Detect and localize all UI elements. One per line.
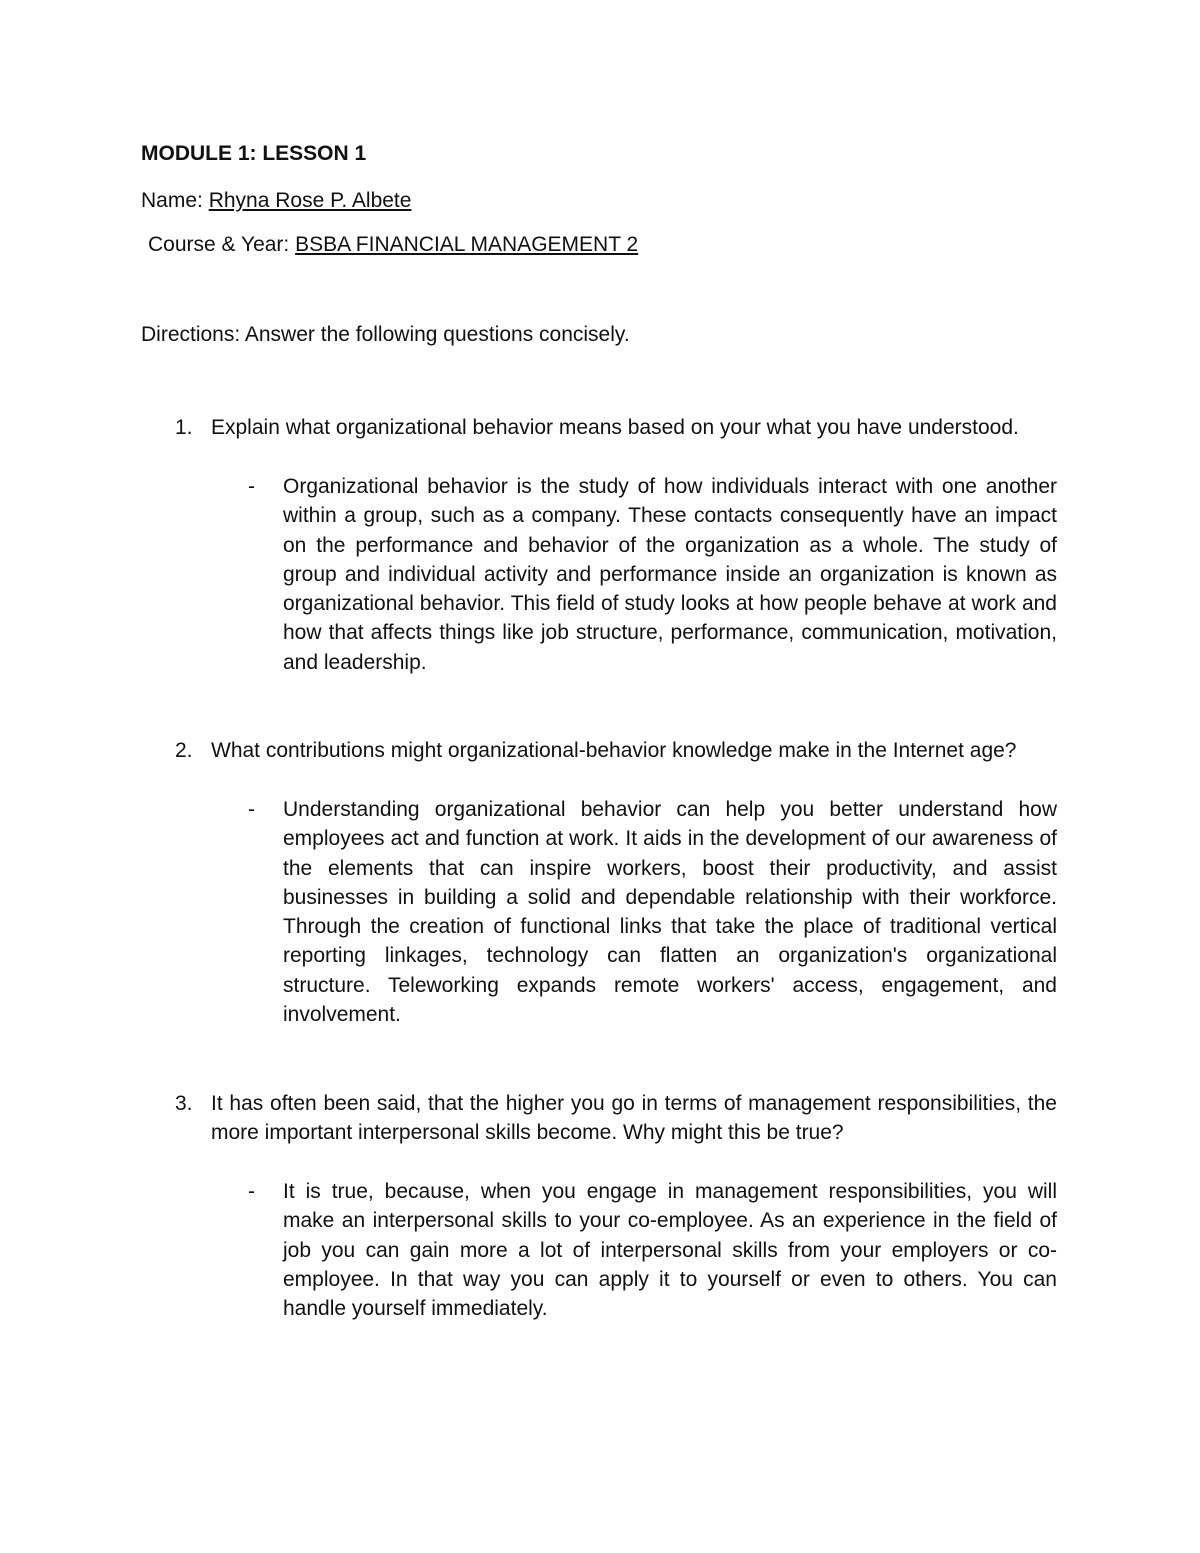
question-text: Explain what organizational behavior means based on your what you have understood. <box>211 416 1019 439</box>
answer-bullet: - <box>248 475 255 498</box>
question-number: 1. <box>175 416 193 439</box>
module-title: MODULE 1: LESSON 1 <box>141 142 367 165</box>
directions-text: Directions: Answer the following questions concisely. <box>141 323 630 346</box>
question-number: 3. <box>175 1092 193 1115</box>
name-field <box>141 189 411 213</box>
answer-text: Organizational behavior is the study of how individuals interact with one another within a group, such as a company. These contacts consequently have an impact on the performance and behavior of the organization as a whole. The study of group and individual activity and performance inside an organization is known as organizational behavior. This field of study looks at how people behave at work and how that affects things like job structure, performance, communication, motivation, and leadership. <box>283 475 1057 674</box>
course-year-field <box>148 233 638 257</box>
answer-text: It is true, because, when you engage in management responsibilities, you will make an interpersonal skills to your co-employee. As an experience in the field of job you can gain more a lot of interpersonal skills from your employers or co-employee. In that way you can apply it to yourself or even to others. You can handle yourself immediately. <box>283 1180 1057 1321</box>
question-text: What contributions might organizational-behavior knowledge make in the Internet age? <box>211 739 1017 762</box>
answer-bullet: - <box>248 798 255 821</box>
name-value: Rhyna Rose P. Albete <box>208 189 412 212</box>
answer-bullet: - <box>248 1180 255 1203</box>
course-label: Course & Year: <box>148 233 296 256</box>
course-value: BSBA FINANCIAL MANAGEMENT 2 <box>295 233 639 256</box>
name-label: Name: <box>141 189 209 212</box>
question-text: It has often been said, that the higher you go in terms of management responsibilities, the more important interpersonal skills become. Why might this be true? <box>211 1092 1057 1145</box>
question-number: 2. <box>175 739 193 762</box>
answer-text: Understanding organizational behavior can help you better understand how employees act and function at work. It aids in the development of our awareness of the elements that can inspire workers, boost their productivity, and assist businesses in building a solid and dependable relationship with their workforce. Through the creation of functional links that take the place of traditional vertical reporting linkages, technology can flatten an organization's organizational structure. Teleworking expands remote workers' access, engagement, and involvement. <box>283 798 1057 1027</box>
